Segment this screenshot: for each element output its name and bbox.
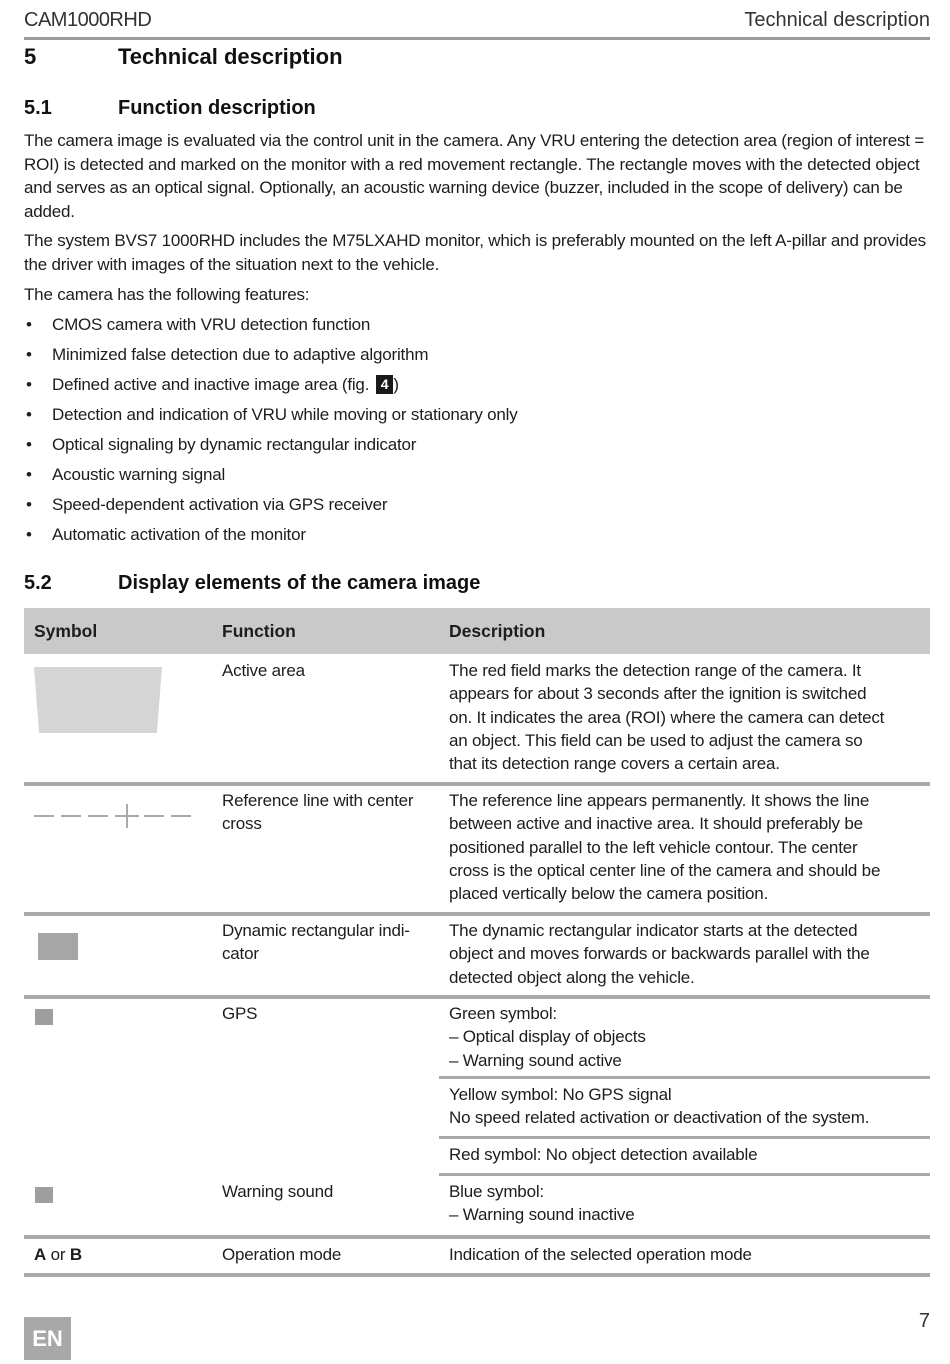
description-cell: The reference line appears permanently. It shows the line between active and inactive area. It should preferably be positioned parallel to the left vehicle contour. The center cross is the optical center line of the camera and should be placed vertically below the camera position. bbox=[449, 791, 881, 904]
function-cell: Reference line with center cross bbox=[222, 791, 414, 834]
running-header bbox=[24, 7, 930, 40]
table-row bbox=[24, 654, 930, 784]
table-row bbox=[24, 1177, 930, 1238]
list-item: • CMOS camera with VRU detection function bbox=[26, 315, 371, 334]
table-header bbox=[24, 608, 930, 654]
list-item: • Acoustic warning signal bbox=[26, 465, 226, 484]
list-item: • Speed-dependent activation via GPS receiver bbox=[26, 495, 388, 514]
paragraph-camera-evaluation: The camera image is evaluated via the control unit in the camera. Any VRU entering the detection area (region of interest = ROI) is detected and marked on the monitor with a red movement rectangle. The rectangle moves with the detected object and serves as an optical signal. Optionally, an acoustic warning device (buzzer, included in the scope of delivery) can be added. bbox=[24, 131, 925, 221]
page-number: 7 bbox=[918, 1310, 930, 1332]
list-item: • Detection and indication of VRU while moving or stationary only bbox=[26, 405, 518, 424]
header-chapter: Technical description bbox=[744, 9, 930, 31]
table-row bbox=[24, 914, 930, 997]
description-cell: The red field marks the detection range of the camera. It appears for about 3 seconds after the ignition is switched on. It indicates the area (ROI) where the camera can detect an object. This field can be used to adjust the camera so that its detection range covers a certain area. bbox=[449, 661, 885, 774]
section-title: Technical description bbox=[118, 44, 343, 69]
subsection-heading-function bbox=[24, 97, 316, 120]
description-cell-red: Red symbol: No object detection available bbox=[449, 1145, 758, 1164]
operation-mode-symbol: A or B bbox=[34, 1245, 82, 1264]
subsection-title: Function description bbox=[118, 97, 316, 119]
list-item: • Defined active and inactive image area (fig. 4 ) bbox=[26, 375, 399, 394]
feature-list bbox=[24, 313, 930, 553]
list-item: • Optical signaling by dynamic rectangular indicator bbox=[26, 435, 417, 454]
description-cell-green: Green symbol: – Optical display of objects – Warning sound active bbox=[449, 1004, 646, 1070]
header-description: Description bbox=[449, 621, 546, 641]
display-elements-table bbox=[24, 608, 930, 1278]
description-cell: The dynamic rectangular indicator starts at the detected object and moves forwards or backwards parallel with the detected object along the vehicle. bbox=[449, 921, 870, 987]
function-cell: Dynamic rectangular indi- cator bbox=[222, 921, 410, 964]
warning-sound-symbol bbox=[35, 1187, 53, 1203]
description-cell-yellow: Yellow symbol: No GPS signal No speed related activation or deactivation of the system. bbox=[449, 1085, 870, 1128]
function-cell: GPS bbox=[222, 1004, 258, 1023]
list-item: • Automatic activation of the monitor bbox=[26, 525, 306, 544]
function-cell: Active area bbox=[222, 661, 305, 680]
subsection-number: 5.2 bbox=[24, 572, 52, 594]
table-row bbox=[24, 784, 930, 914]
header-function: Function bbox=[222, 621, 296, 641]
subsection-heading-display bbox=[24, 572, 480, 595]
table-row bbox=[24, 997, 930, 1177]
table-row bbox=[24, 1238, 930, 1278]
list-item: • Minimized false detection due to adaptive algorithm bbox=[26, 345, 429, 364]
gps-symbol bbox=[35, 1009, 53, 1025]
dynamic-indicator-symbol bbox=[38, 933, 78, 960]
active-area-symbol bbox=[34, 667, 162, 733]
section-heading bbox=[24, 44, 343, 70]
header-symbol: Symbol bbox=[34, 621, 98, 641]
paragraph-features-intro: The camera has the following features: bbox=[24, 285, 310, 304]
language-badge: EN bbox=[24, 1317, 71, 1360]
subsection-title: Display elements of the camera image bbox=[118, 572, 481, 594]
function-cell: Operation mode bbox=[222, 1245, 342, 1264]
description-cell: Indication of the selected operation mode bbox=[449, 1245, 752, 1264]
subsection-number: 5.1 bbox=[24, 97, 52, 119]
reference-line-symbol bbox=[34, 804, 194, 834]
function-cell: Warning sound bbox=[222, 1182, 334, 1201]
header-model: CAM1000RHD bbox=[24, 9, 152, 31]
description-cell: Blue symbol: – Warning sound inactive bbox=[449, 1182, 635, 1225]
figure-reference-badge[interactable]: 4 bbox=[376, 375, 394, 394]
section-number: 5 bbox=[24, 44, 37, 69]
paragraph-system-monitor: The system BVS7 1000RHD includes the M75LXAHD monitor, which is preferably mounted on the left A-pillar and provides the driver with images of the situation next to the vehicle. bbox=[24, 231, 926, 274]
